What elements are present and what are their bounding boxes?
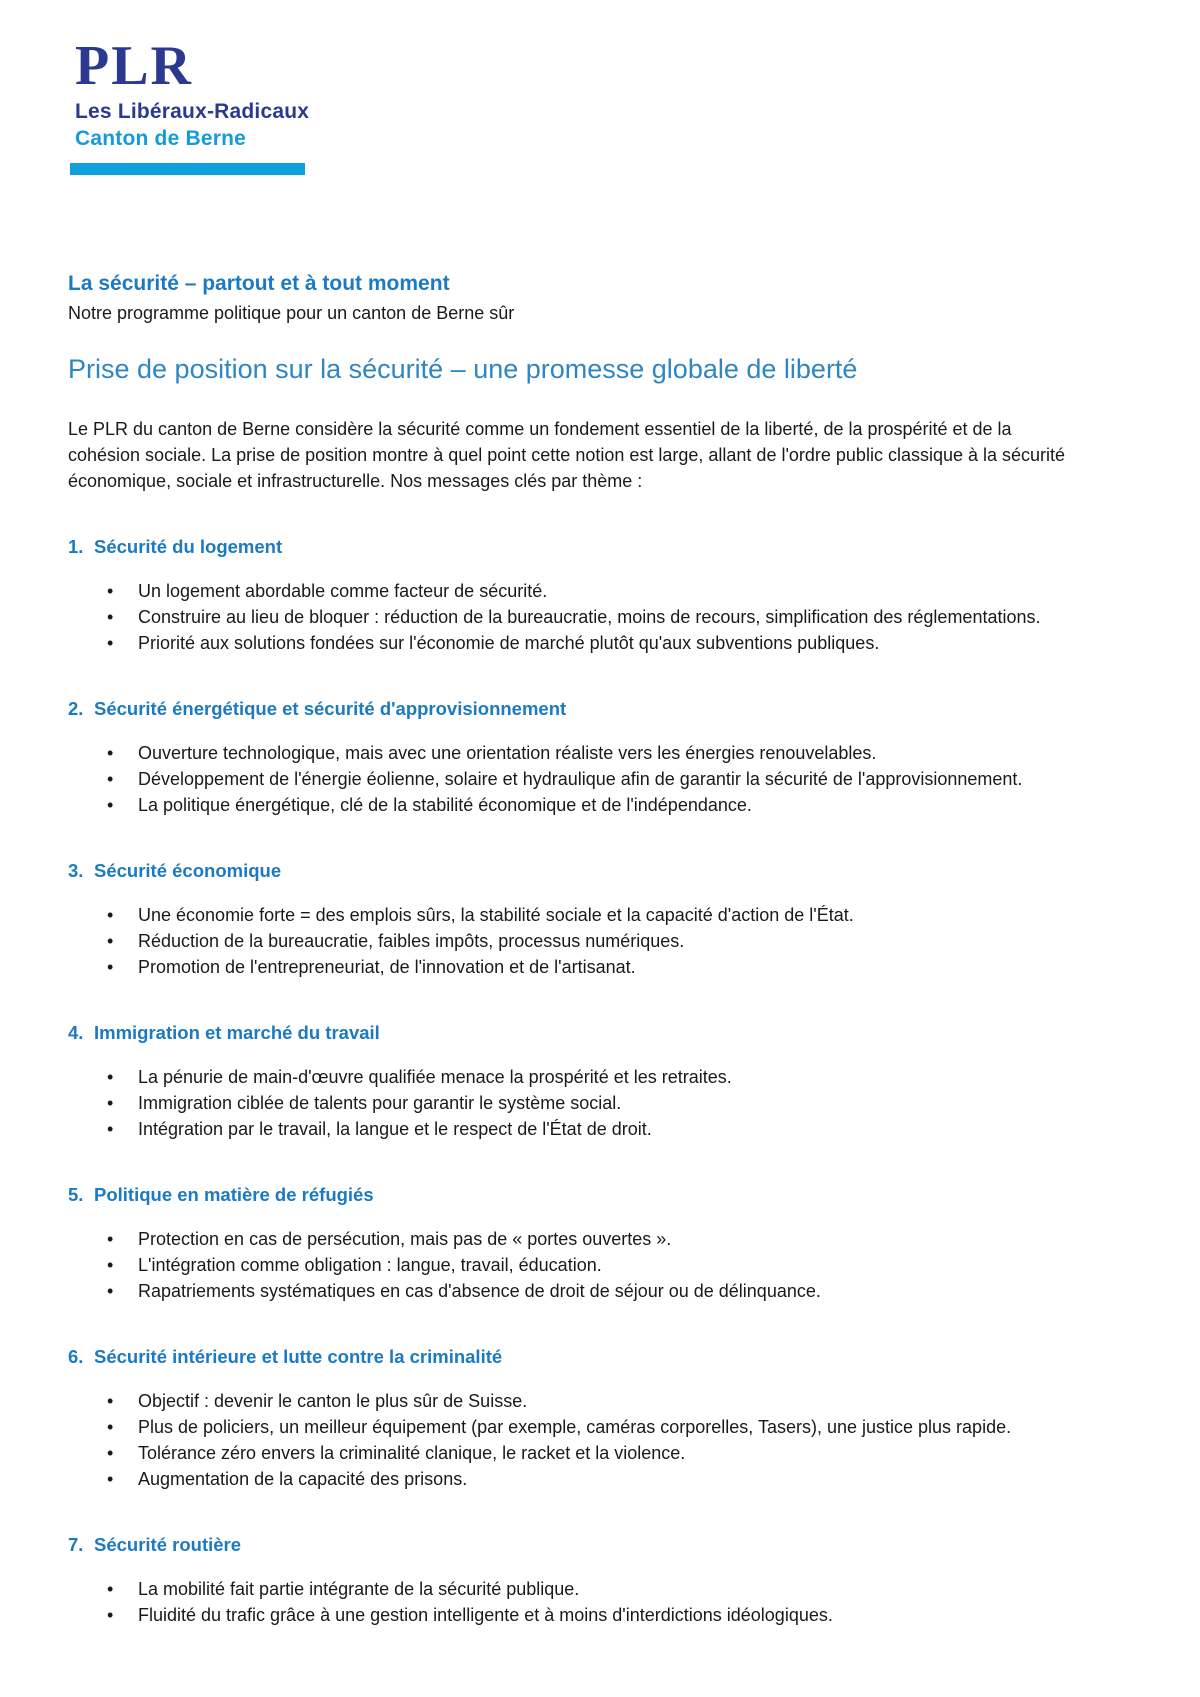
bullet-item: • Une économie forte = des emplois sûrs, la stabilité sociale et la capacité d'action de l'État. — [68, 902, 1080, 928]
section-heading-text: Sécurité intérieure et lutte contre la criminalité — [94, 1346, 503, 1367]
bullet-item: • Intégration par le travail, la langue et le respect de l'État de droit. — [68, 1116, 1080, 1142]
section-bullet-list — [68, 1388, 1080, 1492]
bullet-item: • Développement de l'énergie éolienne, solaire et hydraulique afin de garantir la sécurité de l'approvisionnement. — [68, 766, 1080, 792]
section-heading-text: Sécurité énergétique et sécurité d'approvisionnement — [94, 698, 567, 719]
section-bullet-list — [68, 578, 1080, 656]
section-number: 7. — [68, 1534, 84, 1555]
section-2 — [68, 696, 1080, 818]
bullet-item: • Plus de policiers, un meilleur équipement (par exemple, caméras corporelles, Tasers), une justice plus rapide. — [68, 1414, 1080, 1440]
document-subtitle: Notre programme politique pour un canton de Berne sûr — [68, 303, 515, 323]
bullet-item: • La mobilité fait partie intégrante de la sécurité publique. — [68, 1576, 1080, 1602]
section-number: 1. — [68, 536, 84, 557]
bullet-item: • La pénurie de main-d'œuvre qualifiée menace la prospérité et les retraites. — [68, 1064, 1080, 1090]
section-3 — [68, 858, 1080, 980]
section-5 — [68, 1182, 1080, 1304]
section-heading — [68, 1532, 1080, 1558]
document-title: La sécurité – partout et à tout moment — [68, 272, 450, 295]
section-6 — [68, 1344, 1080, 1492]
bullet-item: • Rapatriements systématiques en cas d'absence de droit de séjour ou de délinquance. — [68, 1278, 1080, 1304]
bullet-item: • Objectif : devenir le canton le plus sûr de Suisse. — [68, 1388, 1080, 1414]
section-heading — [68, 1344, 1080, 1370]
bullet-item: • Fluidité du trafic grâce à une gestion intelligente et à moins d'interdictions idéologiques. — [68, 1602, 1080, 1628]
section-number: 4. — [68, 1022, 84, 1043]
plr-logo-canton: Canton de Berne — [75, 127, 247, 150]
sections-container — [68, 534, 1080, 1628]
section-bullet-list — [68, 1064, 1080, 1142]
section-heading — [68, 1020, 1080, 1046]
section-bullet-list — [68, 1576, 1080, 1628]
section-bullet-list — [68, 740, 1080, 818]
section-heading-text: Sécurité économique — [94, 860, 282, 881]
bullet-item: • Un logement abordable comme facteur de sécurité. — [68, 578, 1080, 604]
section-bullet-list — [68, 902, 1080, 980]
bullet-item: • La politique énergétique, clé de la stabilité économique et de l'indépendance. — [68, 792, 1080, 818]
intro-paragraph: Le PLR du canton de Berne considère la sécurité comme un fondement essentiel de la liberté, de la prospérité et de la cohésion sociale. La prise de position montre à quel point cette notion est large, allant de l'ordre public classique à la sécurité économique, sociale et infrastructurelle. Nos messages clés par thème : — [68, 419, 1066, 491]
section-heading — [68, 1182, 1080, 1208]
position-headline: Prise de position sur la sécurité – une promesse globale de liberté — [68, 354, 858, 384]
section-number: 3. — [68, 860, 84, 881]
bullet-item: • Réduction de la bureaucratie, faibles impôts, processus numériques. — [68, 928, 1080, 954]
bullet-item: • Construire au lieu de bloquer : réduction de la bureaucratie, moins de recours, simplification des réglementations. — [68, 604, 1080, 630]
logo-underline-bar — [70, 163, 305, 175]
section-1 — [68, 534, 1080, 656]
bullet-item: • Priorité aux solutions fondées sur l'économie de marché plutôt qu'aux subventions publiques. — [68, 630, 1080, 656]
section-number: 6. — [68, 1346, 84, 1367]
section-number: 5. — [68, 1184, 84, 1205]
section-4 — [68, 1020, 1080, 1142]
plr-logo-party-name: Les Libéraux-Radicaux — [75, 100, 310, 123]
bullet-item: • Immigration ciblée de talents pour garantir le système social. — [68, 1090, 1080, 1116]
bullet-item: • Promotion de l'entrepreneuriat, de l'innovation et de l'artisanat. — [68, 954, 1080, 980]
bullet-item: • Protection en cas de persécution, mais pas de « portes ouvertes ». — [68, 1226, 1080, 1252]
section-heading — [68, 696, 1080, 722]
section-heading — [68, 858, 1080, 884]
bullet-item: • Tolérance zéro envers la criminalité clanique, le racket et la violence. — [68, 1440, 1080, 1466]
document-body — [68, 271, 1080, 1628]
section-heading — [68, 534, 1080, 560]
section-heading-text: Politique en matière de réfugiés — [94, 1184, 374, 1205]
bullet-item: • Augmentation de la capacité des prisons. — [68, 1466, 1080, 1492]
section-number: 2. — [68, 698, 84, 719]
section-heading-text: Immigration et marché du travail — [94, 1022, 380, 1043]
section-heading-text: Sécurité routière — [94, 1534, 242, 1555]
plr-logo-acronym: PLR — [75, 35, 193, 97]
bullet-item: • L'intégration comme obligation : langue, travail, éducation. — [68, 1252, 1080, 1278]
section-heading-text: Sécurité du logement — [94, 536, 283, 557]
section-bullet-list — [68, 1226, 1080, 1304]
section-7 — [68, 1532, 1080, 1628]
plr-logo — [0, 0, 1200, 175]
bullet-item: • Ouverture technologique, mais avec une orientation réaliste vers les énergies renouvelables. — [68, 740, 1080, 766]
